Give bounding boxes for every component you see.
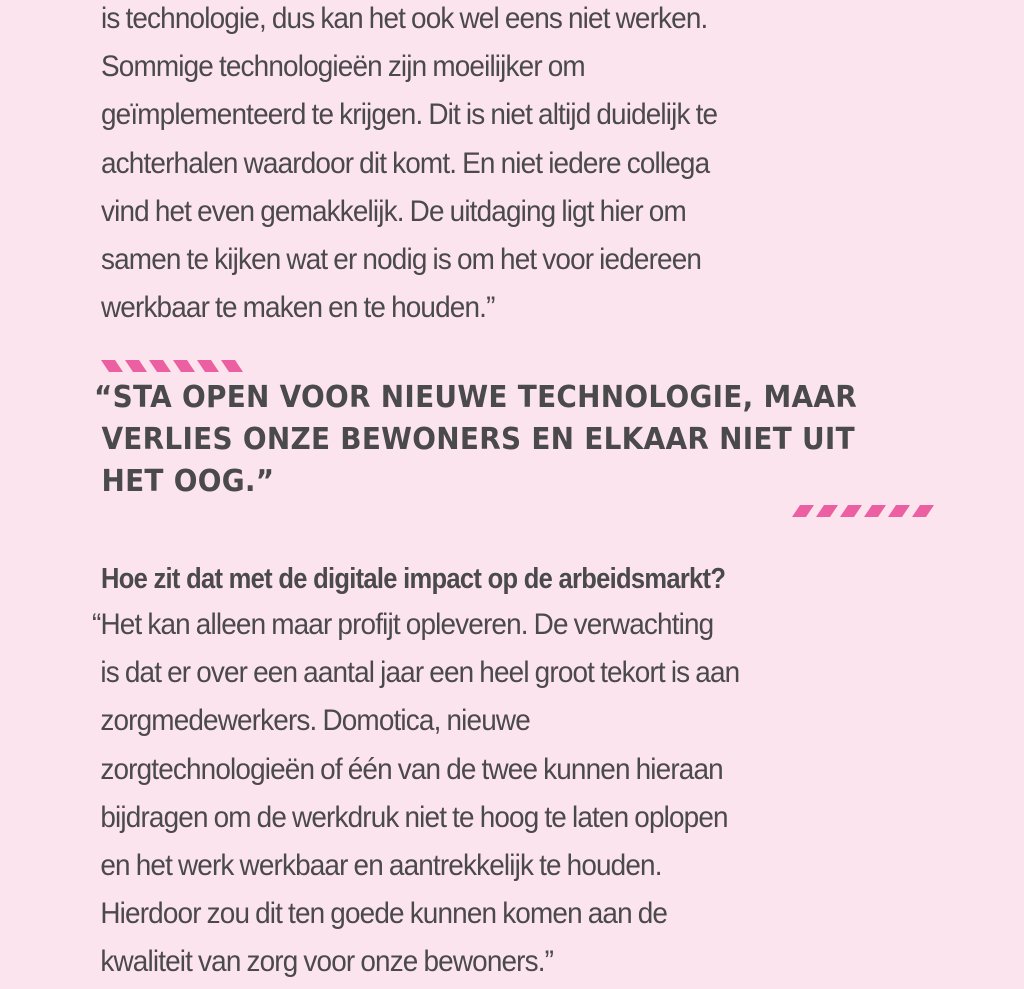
text-line: “Het kan alleen maar profijt opleveren. De verwachting	[92, 608, 714, 641]
stripe	[101, 360, 123, 372]
text-line: Hierdoor zou dit ten goede kunnen komen aan de	[100, 897, 668, 931]
pull-quote-line: “STA OPEN VOOR NIEUWE TECHNOLOGIE, MAAR	[94, 380, 858, 415]
text-line: werkbaar te maken en te houden.”	[101, 291, 495, 325]
stripe	[173, 360, 195, 372]
text-line: zorgmedewerkers. Domotica, nieuwe	[100, 704, 530, 738]
answer-paragraph	[92, 601, 739, 987]
text-line: en het werk werkbaar en aantrekkelijk te houden.	[100, 848, 662, 882]
decorative-stripes-bottom	[792, 505, 938, 517]
stripe	[864, 505, 886, 517]
stripe	[792, 505, 814, 517]
text-line: geïmplementeerd te krijgen. Dit is niet altijd duidelijk te	[101, 98, 718, 132]
stripes-icon	[792, 505, 938, 517]
pull-quote	[94, 377, 857, 503]
text-line: is dat er over een aantal jaar een heel groot tekort is aan	[100, 656, 740, 690]
text-line: zorgtechnologieën of één van de twee kunnen hieraan	[100, 752, 723, 786]
question-heading: Hoe zit dat met de digitale impact op de arbeidsmarkt?	[101, 563, 726, 595]
text-line: vind het even gemakkelijk. De uitdaging ligt hier om	[101, 194, 686, 228]
stripe	[221, 360, 243, 372]
decorative-stripes-top	[101, 360, 247, 372]
stripe	[197, 360, 219, 372]
stripe	[840, 505, 862, 517]
pull-quote-line: VERLIES ONZE BEWONERS EN ELKAAR NIET UIT	[101, 422, 855, 457]
stripe	[816, 505, 838, 517]
pull-quote-line: HET OOG.”	[101, 464, 275, 499]
stripes-icon	[101, 360, 247, 372]
text-line: achterhalen waardoor dit komt. En niet iedere collega	[101, 146, 710, 180]
stripe	[912, 505, 934, 517]
text-line: kwaliteit van zorg voor onze bewoners.”	[100, 945, 554, 979]
stripe	[125, 360, 147, 372]
text-line: bijdragen om de werkdruk niet te hoog te laten oplopen	[100, 800, 728, 834]
stripe	[888, 505, 910, 517]
text-line: Sommige technologieën zijn moeilijker om	[101, 50, 585, 84]
stripe	[149, 360, 171, 372]
text-line: is technologie, dus kan het ook wel eens niet werken.	[101, 2, 708, 35]
text-line: samen te kijken wat er nodig is om het voor iedereen	[101, 242, 702, 276]
intro-paragraph	[101, 0, 717, 332]
